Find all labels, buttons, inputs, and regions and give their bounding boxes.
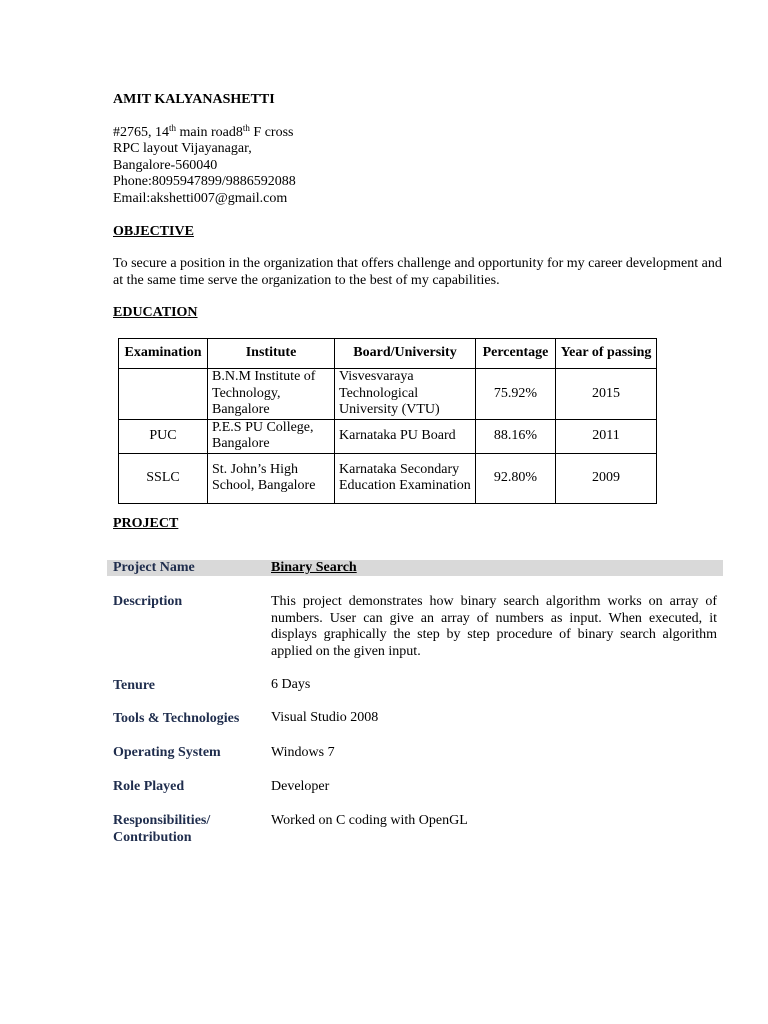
objective-text: To secure a position in the organization that offers challenge and opportunity for my career development and at the same time serve the organization to the best of my capabilities.	[113, 256, 722, 288]
description-label: Description	[113, 594, 183, 609]
project-heading: PROJECT	[113, 516, 179, 531]
responsibilities-value: Worked on C coding with OpenGL	[271, 813, 468, 828]
tools-value: Visual Studio 2008	[271, 710, 379, 725]
responsibilities-label	[113, 813, 210, 846]
header-institute: Institute	[208, 339, 335, 369]
cell-year: 2015	[556, 369, 657, 420]
cell-board: Visvesvaraya Technological University (VTU)	[335, 369, 476, 420]
cell-board: Karnataka PU Board	[335, 419, 476, 453]
contact-block	[113, 125, 296, 207]
header-examination: Examination	[119, 339, 208, 369]
address-line-2: RPC layout Vijayanagar,	[113, 141, 252, 157]
cell-exam	[119, 369, 208, 420]
candidate-name: AMIT KALYANASHETTI	[113, 92, 275, 107]
project-name-label: Project Name	[113, 560, 195, 575]
address-line-1: #2765, 14th main road8th F cross	[113, 123, 294, 140]
responsibilities-label-line-2: Contribution	[113, 829, 192, 845]
header-year: Year of passing	[556, 339, 657, 369]
objective-heading: OBJECTIVE	[113, 224, 194, 239]
cell-exam: PUC	[119, 419, 208, 453]
responsibilities-label-line-1: Responsibilities/	[113, 813, 211, 828]
os-value: Windows 7	[271, 745, 335, 760]
role-label: Role Played	[113, 779, 185, 794]
education-table-header	[119, 339, 657, 369]
cell-year: 2011	[556, 419, 657, 453]
education-table	[118, 338, 657, 504]
os-label: Operating System	[113, 745, 221, 760]
cell-board: Karnataka Secondary Education Examination	[335, 453, 476, 503]
email-line: Email:akshetti007@gmail.com	[113, 190, 288, 206]
header-board: Board/University	[335, 339, 476, 369]
cell-exam: SSLC	[119, 453, 208, 503]
cell-institute: St. John’s High School, Bangalore	[208, 453, 335, 503]
role-value: Developer	[271, 779, 330, 794]
table-row	[119, 453, 657, 503]
phone-line: Phone:8095947899/9886592088	[113, 174, 296, 190]
tenure-label: Tenure	[113, 678, 156, 693]
education-heading: EDUCATION	[113, 305, 198, 320]
cell-percentage: 75.92%	[476, 369, 556, 420]
tools-label: Tools & Technologies	[113, 711, 240, 726]
project-name-value: Binary Search	[271, 560, 357, 575]
header-percentage: Percentage	[476, 339, 556, 369]
cell-year: 2009	[556, 453, 657, 503]
table-row	[119, 419, 657, 453]
tenure-value: 6 Days	[271, 677, 311, 692]
cell-percentage: 88.16%	[476, 419, 556, 453]
description-value: This project demonstrates how binary search algorithm works on array of numbers. User can give an array of numbers as input. When executed, it displays graphically the step by step procedure of binary search algorithm applied on the given input.	[271, 594, 717, 659]
cell-institute: P.E.S PU College, Bangalore	[208, 419, 335, 453]
cell-percentage: 92.80%	[476, 453, 556, 503]
address-line-3: Bangalore-560040	[113, 157, 218, 173]
cell-institute: B.N.M Institute of Technology, Bangalore	[208, 369, 335, 420]
table-row	[119, 369, 657, 420]
